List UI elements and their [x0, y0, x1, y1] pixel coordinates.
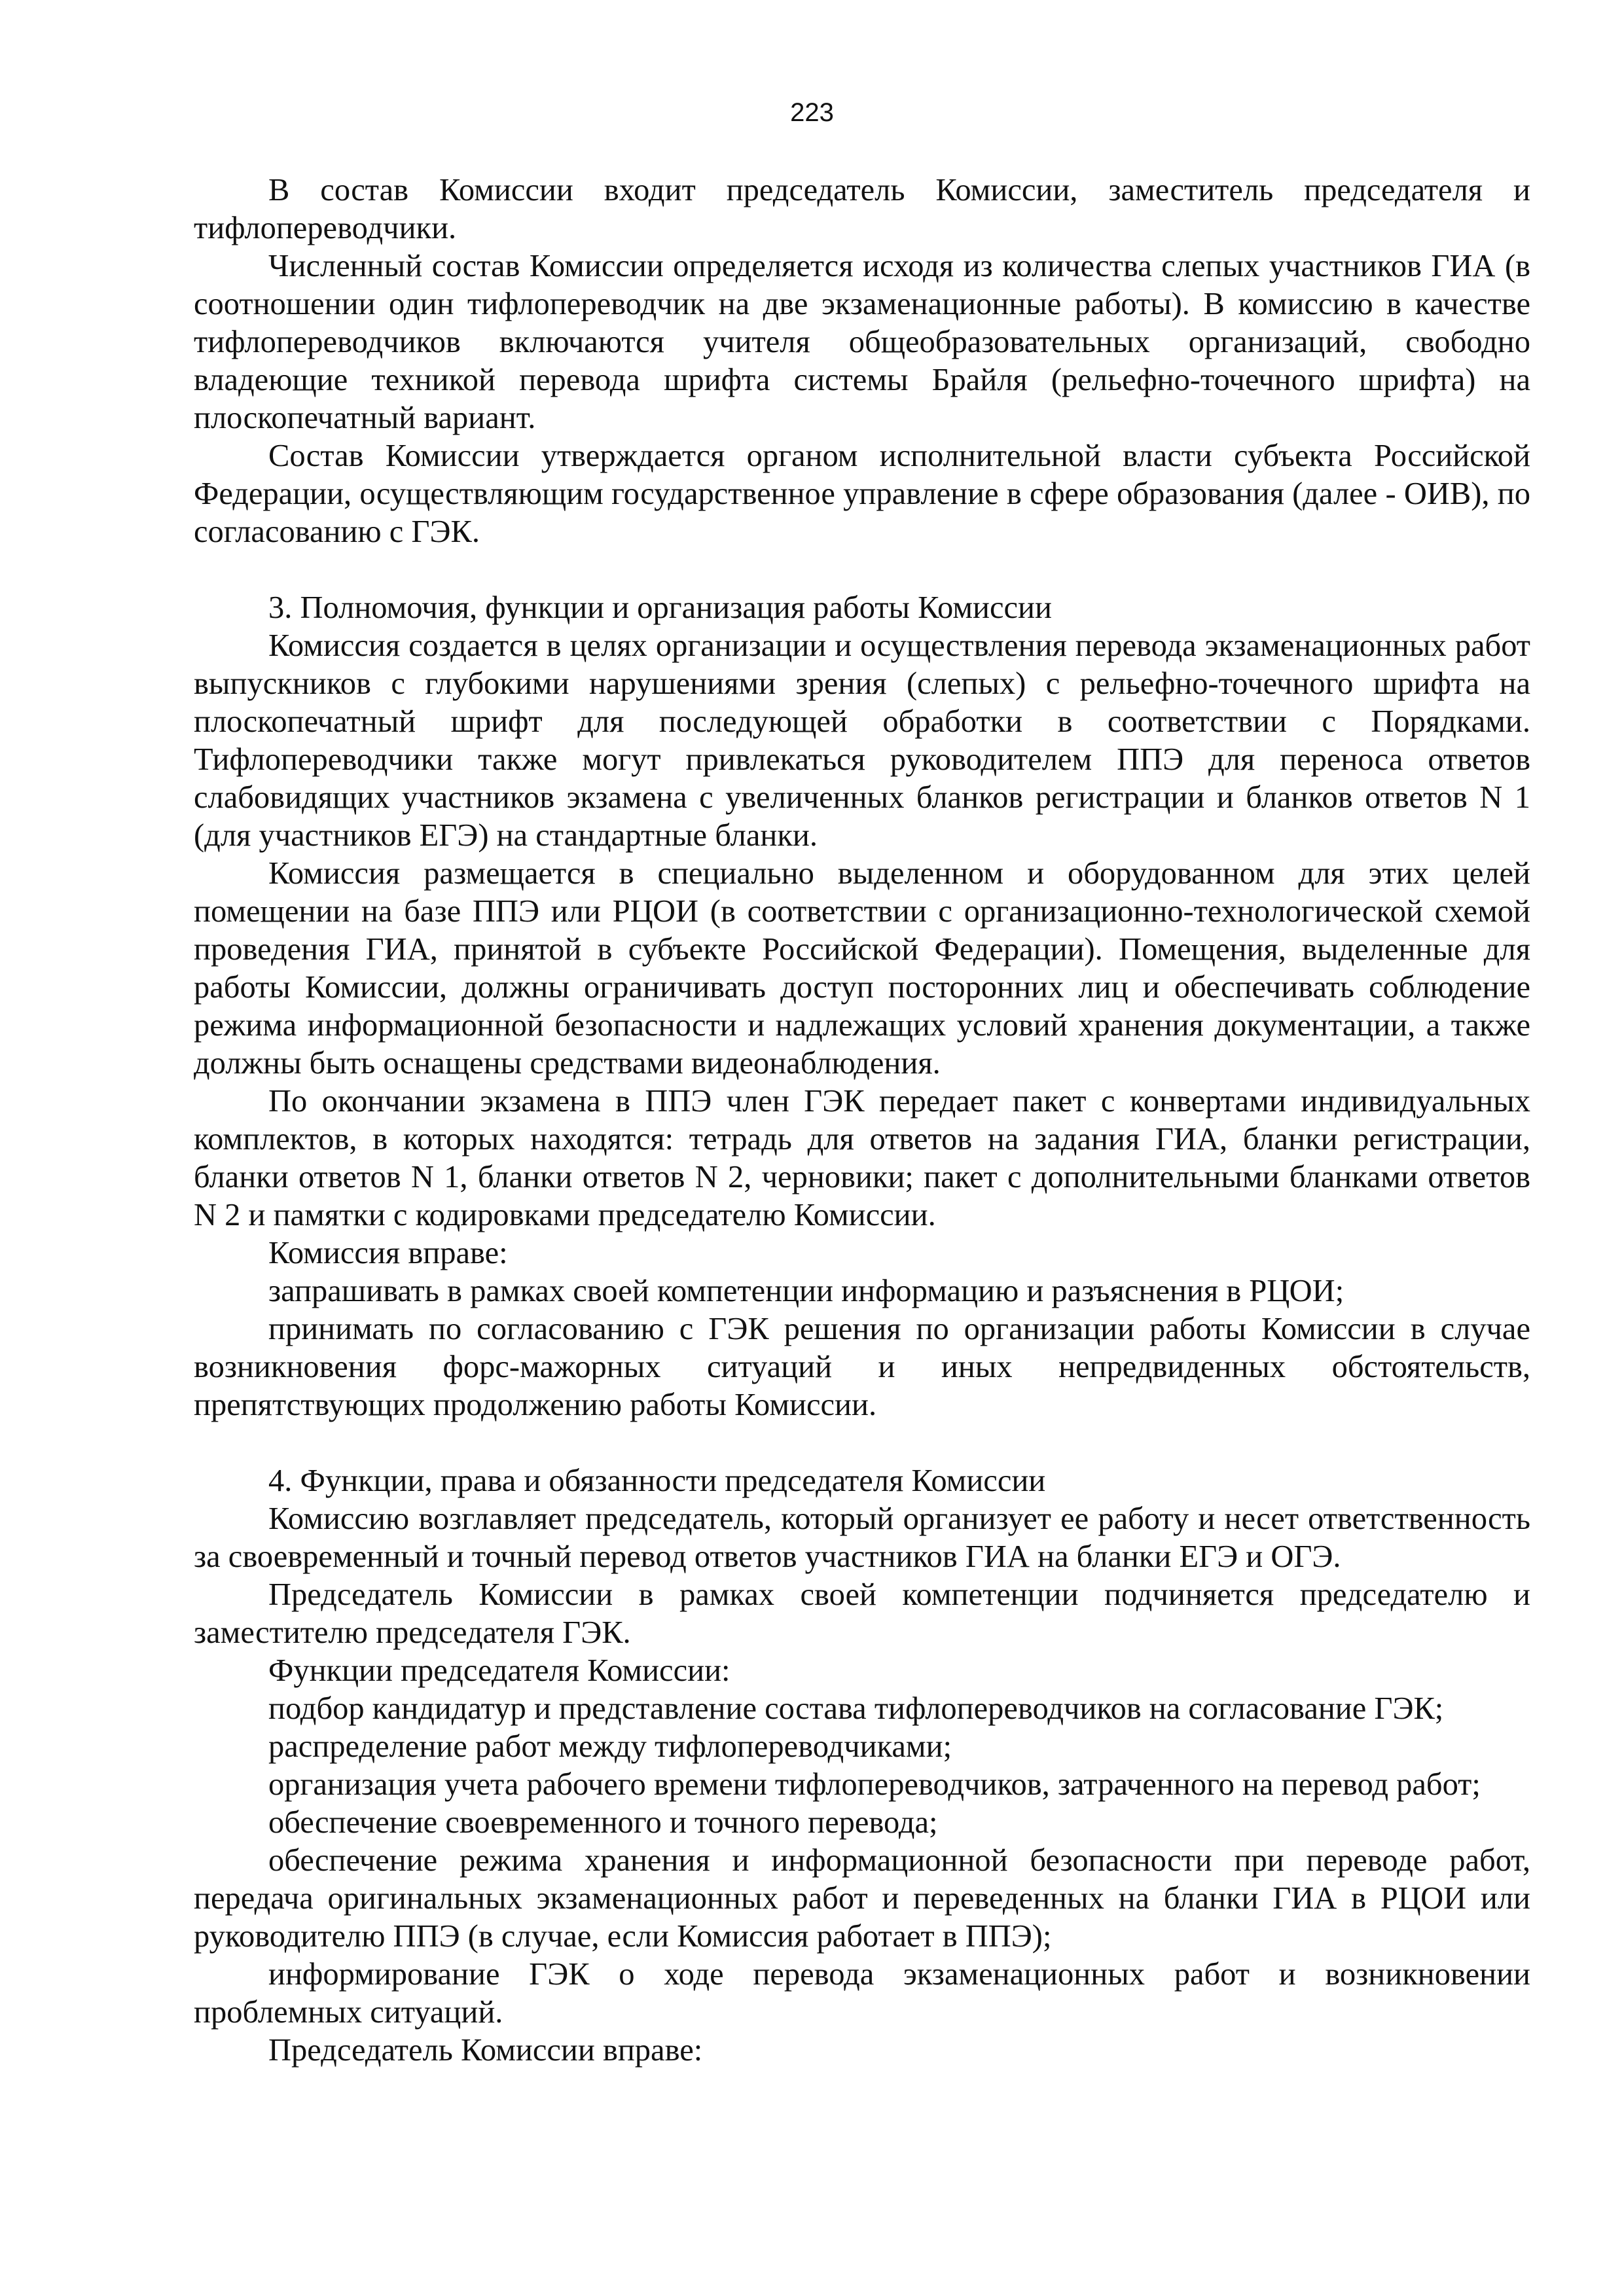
paragraph: Комиссия создается в целях организации и осуществления перевода экзаменационных работ выпускников с глубокими нарушениями зрения (слепых) с рельефно-точечного шрифта на плоскопечатный шрифт для последующей обработки в соответствии с Порядками. Тифлопереводчики также могут привлекаться руководителем ППЭ для переноса ответов слабовидящих участников экзамена с увеличенных бланков регистрации и бланков ответов N 1 (для участников ЕГЭ) на стандартные бланки. [194, 628, 1530, 853]
page-number: 223 [790, 98, 834, 127]
document-body [194, 171, 1530, 2070]
paragraph: запрашивать в рамках своей компетенции информацию и разъяснения в РЦОИ; [268, 1274, 1344, 1308]
paragraph: Комиссия вправе: [268, 1236, 508, 1270]
paragraph: Председатель Комиссии в рамках своей компетенции подчиняется председателю и заместителю председателя ГЭК. [194, 1577, 1530, 1650]
paragraph: обеспечение режима хранения и информационной безопасности при переводе работ, передача оригинальных экзаменационных работ и переведенных на бланки ГИА в РЦОИ или руководителю ППЭ (в случае, если Комиссия работает в ППЭ); [194, 1843, 1530, 1954]
paragraph: Функции председателя Комиссии: [268, 1653, 731, 1688]
paragraph: 4. Функции, права и обязанности председателя Комиссии [268, 1463, 1046, 1498]
paragraph: подбор кандидатур и представление состава тифлопереводчиков на согласование ГЭК; [268, 1691, 1444, 1726]
paragraph: Комиссию возглавляет председатель, который организует ее работу и несет ответственность за своевременный и точный перевод ответов участников ГИА на бланки ЕГЭ и ОГЭ. [194, 1501, 1530, 1574]
paragraph: Председатель Комиссии вправе: [268, 2033, 703, 2068]
paragraph: принимать по согласованию с ГЭК решения по организации работы Комиссии в случае возникновения форс-мажорных ситуаций и иных непредвиденных обстоятельств, препятствующих продолжению работы Комиссии. [194, 1312, 1530, 1422]
paragraph: Состав Комиссии утверждается органом исполнительной власти субъекта Российской Федерации, осуществляющим государственное управление в сфере образования (далее - ОИВ), по согласованию с ГЭК. [194, 439, 1530, 549]
paragraph: 3. Полномочия, функции и организация работы Комиссии [268, 590, 1052, 625]
paragraph: обеспечение своевременного и точного перевода; [268, 1805, 938, 1840]
paragraph: Численный состав Комиссии определяется исходя из количества слепых участников ГИА (в соотношении один тифлопереводчик на две экзаменационные работы). В комиссию в качестве тифлопереводчиков включаются учителя общеобразовательных организаций, свободно владеющие техникой перевода шрифта системы Брайля (рельефно-точечного шрифта) на плоскопечатный вариант. [194, 249, 1530, 435]
paragraph: Комиссия размещается в специально выделенном и оборудованном для этих целей помещении на базе ППЭ или РЦОИ (в соответствии с организационно-технологической схемой проведения ГИА, принятой в субъекте Российской Федерации). Помещения, выделенные для работы Комиссии, должны ограничивать доступ посторонних лиц и обеспечивать соблюдение режима информационной безопасности и надлежащих условий хранения документации, а также должны быть оснащены средствами видеонаблюдения. [194, 856, 1530, 1081]
paragraph: распределение работ между тифлопереводчиками; [268, 1729, 952, 1764]
paragraph: информирование ГЭК о ходе перевода экзаменационных работ и возникновении проблемных ситуаций. [194, 1957, 1530, 2030]
paragraph: В состав Комиссии входит председатель Комиссии, заместитель председателя и тифлопереводчики. [194, 173, 1530, 245]
paragraph: организация учета рабочего времени тифлопереводчиков, затраченного на перевод работ; [268, 1767, 1481, 1802]
paragraph: По окончании экзамена в ППЭ член ГЭК передает пакет с конвертами индивидуальных комплектов, в которых находятся: тетрадь для ответов на задания ГИА, бланки регистрации, бланки ответов N 1, бланки ответов N 2, черновики; пакет с дополнительными бланками ответов N 2 и памятки с кодировками председателю Комиссии. [194, 1084, 1530, 1232]
